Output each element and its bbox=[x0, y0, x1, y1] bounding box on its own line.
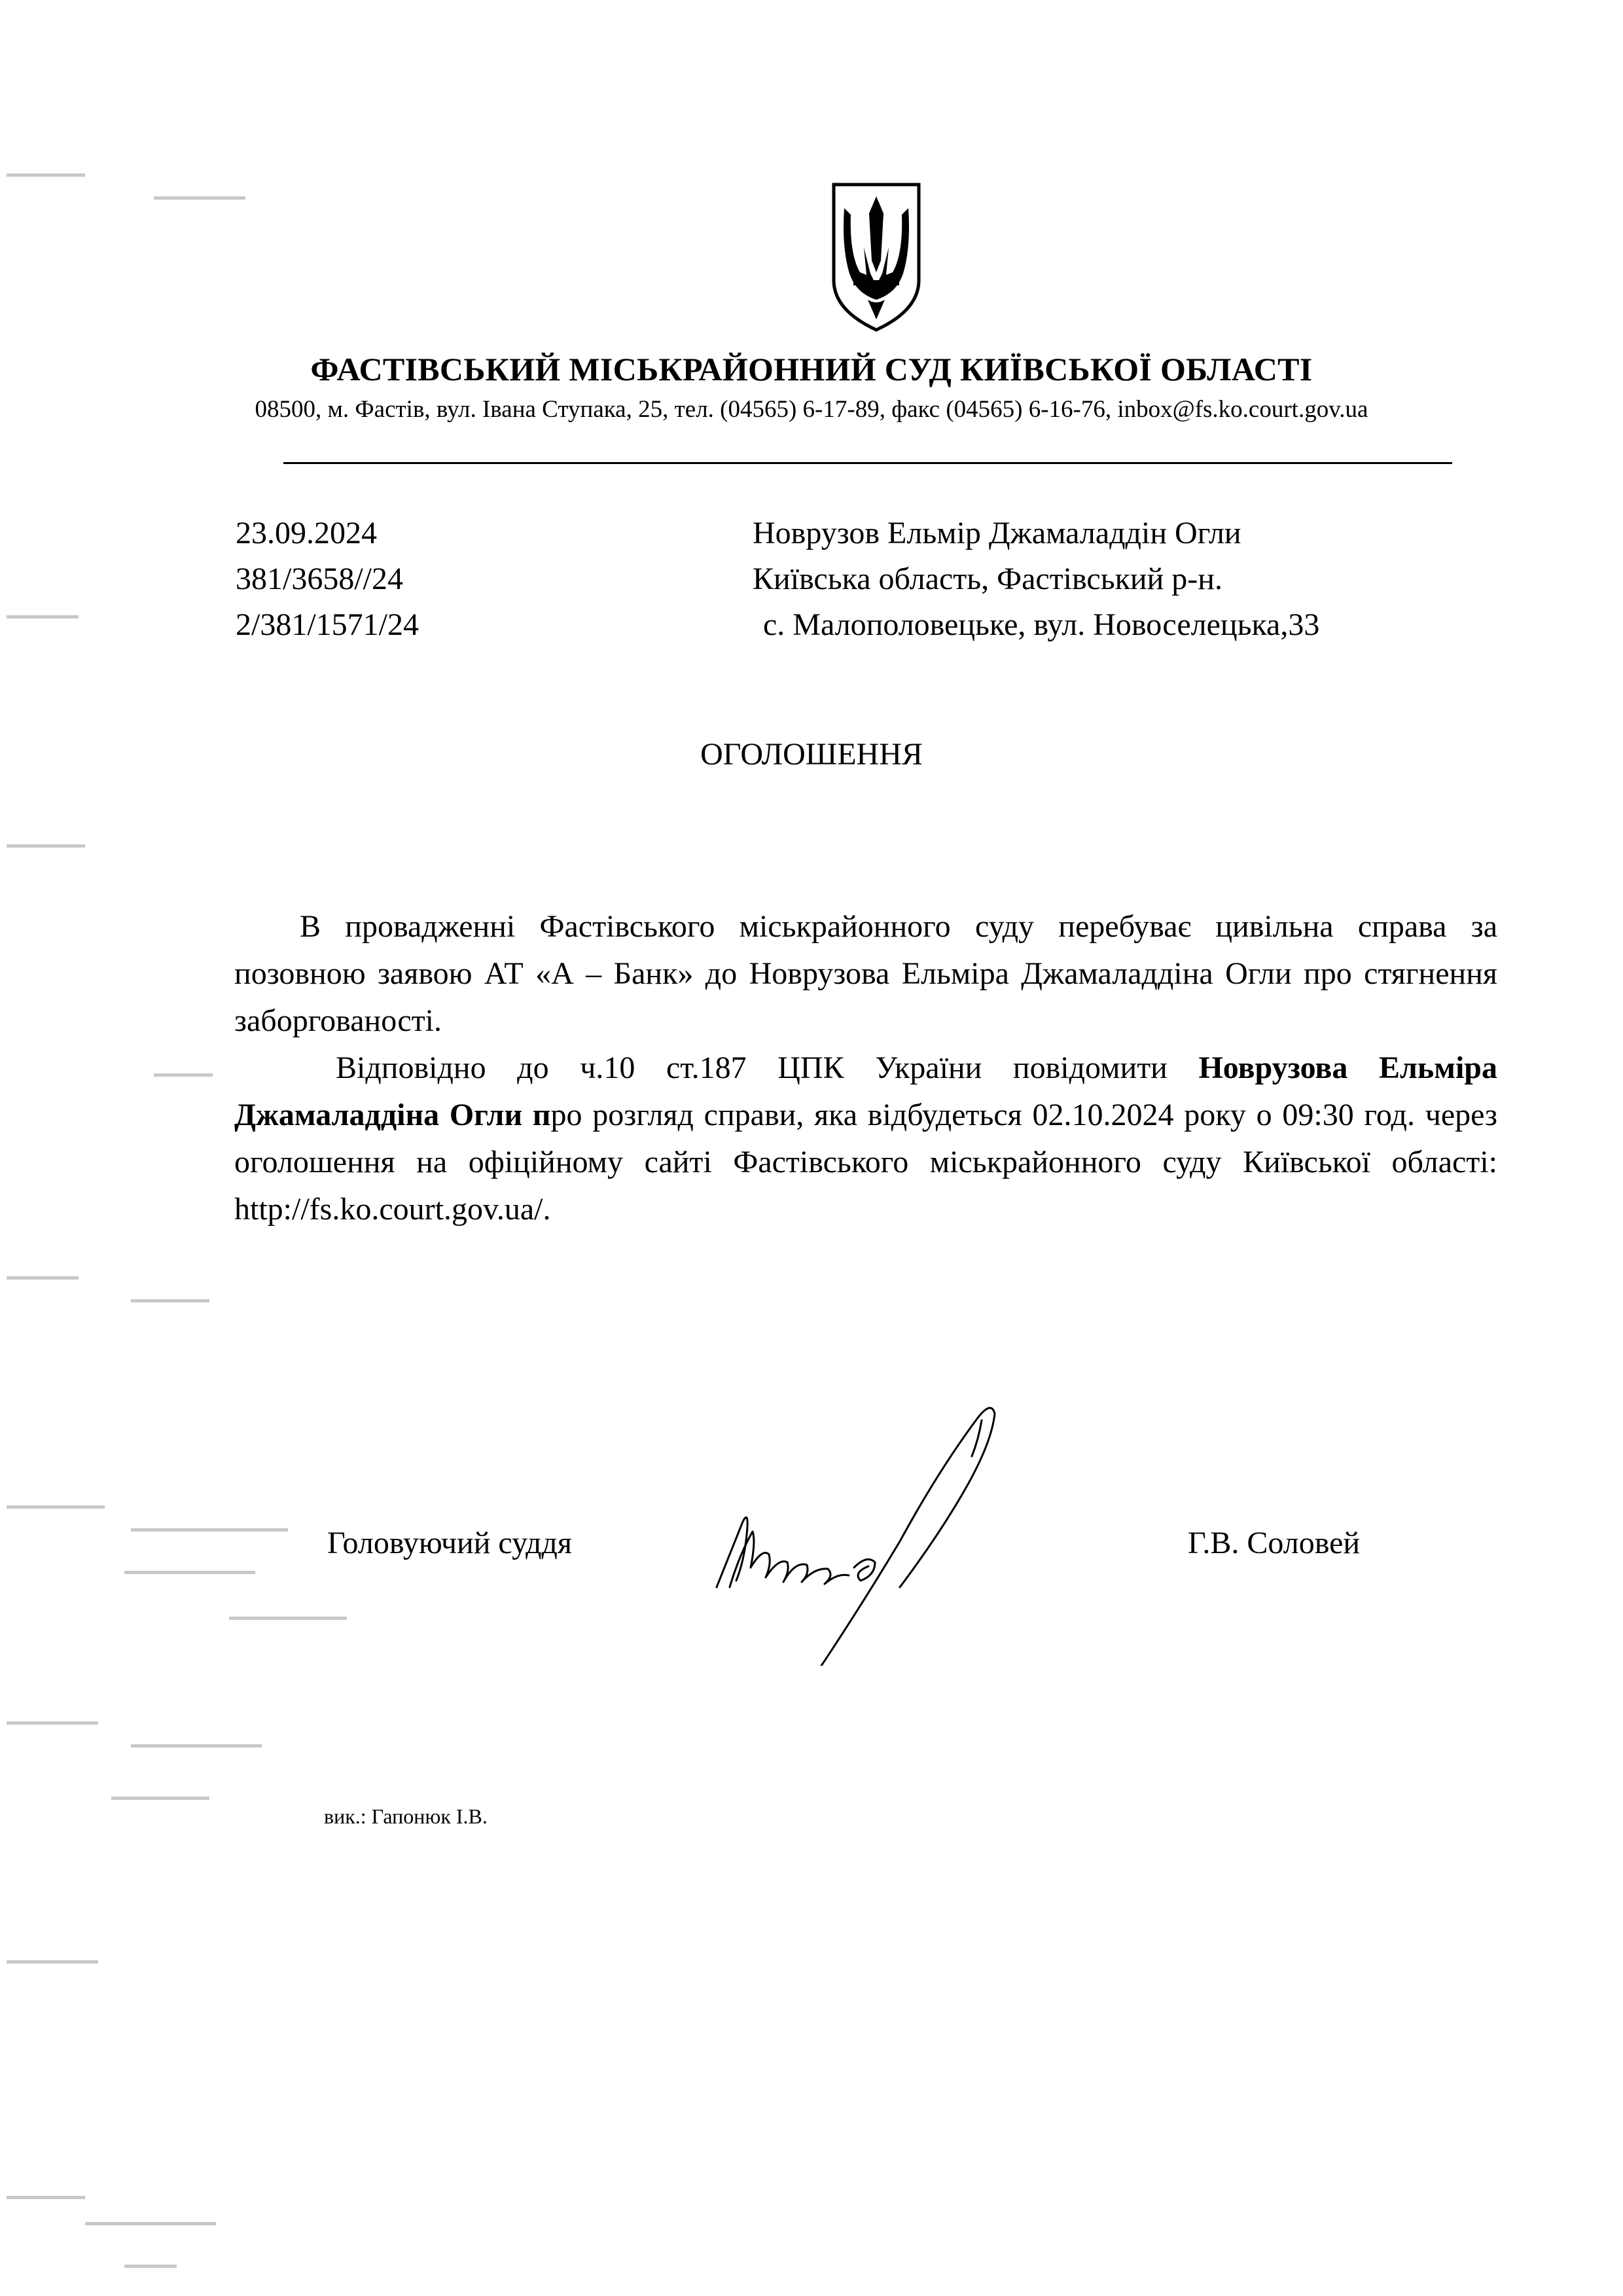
body-paragraph-2 bbox=[234, 1045, 1497, 1233]
handwritten-signature bbox=[704, 1391, 1031, 1666]
body-paragraph-1: В провадженні Фастівського міськрайонного суду перебуває цивільна справа за позовною заявою АТ «А – Банк» до Новрузова Ельміра Джамаладдіна Огли про стягнення заборгованості. bbox=[234, 909, 1497, 1038]
document-title: ОГОЛОШЕННЯ bbox=[700, 737, 923, 772]
document-meta bbox=[236, 511, 419, 648]
recipient-name: Новрузов Ельмір Джамаладдін Огли bbox=[753, 516, 1241, 550]
ukraine-trident-icon bbox=[830, 182, 923, 332]
outgoing-number: 381/3658//24 bbox=[236, 562, 404, 596]
defendant-name-bold: Новрузова Ельміра Джамаладдіна Огли п bbox=[234, 1050, 1497, 1132]
signature-row bbox=[0, 1512, 1623, 1643]
body-paragraph-2-end: ро розгляд справи, яка відбудеться 02.10.2024 року о 09:30 год. через оголошення на офіційному сайті Фастівського міськрайонного суду Київської області: http://fs.ko.court.gov.ua/. bbox=[234, 1098, 1498, 1227]
case-number: 2/381/1571/24 bbox=[236, 607, 419, 642]
court-name: ФАСТІВСЬКИЙ МІСЬКРАЙОННИЙ СУД КИЇВСЬКОЇ ОБЛАСТІ bbox=[310, 351, 1313, 387]
judge-role: Головуючий суддя bbox=[327, 1526, 572, 1560]
judge-name: Г.В. Соловей bbox=[1188, 1526, 1361, 1560]
recipient-address-line1: Київська область, Фастівський р-н. bbox=[753, 562, 1222, 596]
header-divider bbox=[283, 462, 1452, 464]
body-paragraph-2-start: Відповідно до ч.10 ст.187 ЦПК України повідомити bbox=[336, 1050, 1199, 1085]
announcement-body bbox=[234, 903, 1497, 1233]
executor-note: вик.: Гапонюк І.В. bbox=[324, 1804, 488, 1828]
recipient-address-line2: с. Малополовецьке, вул. Новоселецька,33 bbox=[763, 607, 1320, 642]
recipient-block bbox=[753, 511, 1319, 648]
court-address: 08500, м. Фастів, вул. Івана Ступака, 25, тел. (04565) 6-17-89, факс (04565) 6-16-76, inbox@fs.ko.court.gov.ua bbox=[255, 396, 1368, 423]
document-date: 23.09.2024 bbox=[236, 516, 377, 550]
